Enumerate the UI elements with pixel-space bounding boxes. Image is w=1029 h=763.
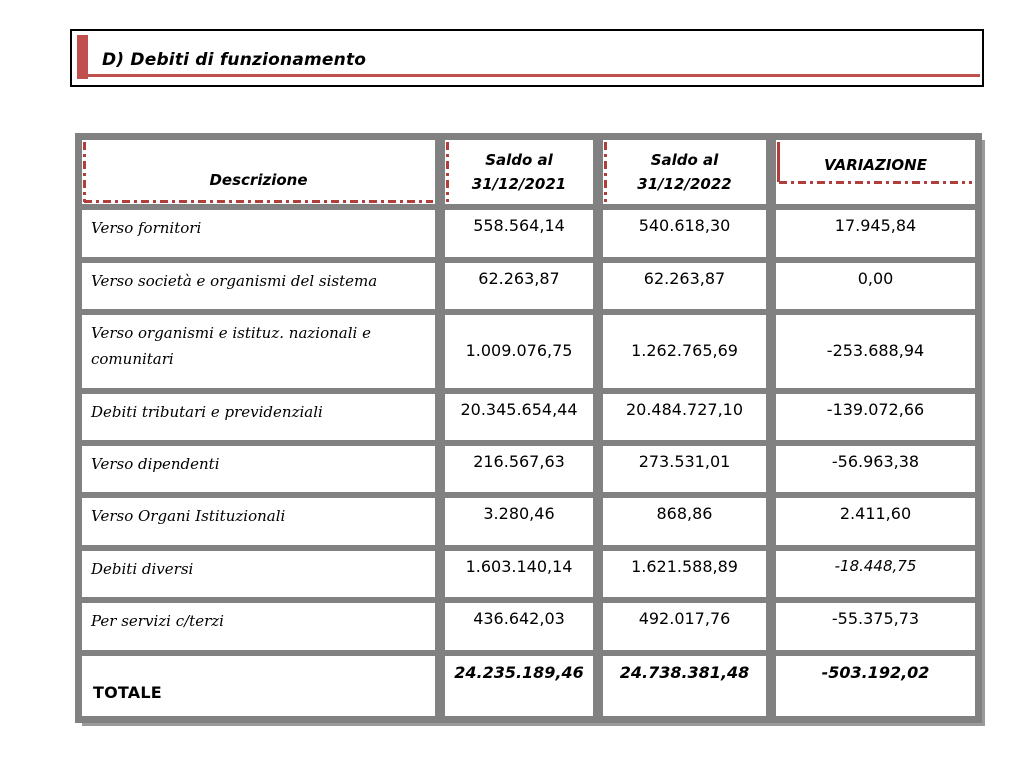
red-border xyxy=(777,142,780,182)
row-saldo-2021: 62.263,87 xyxy=(445,263,593,309)
row-saldo-2021: 436.642,03 xyxy=(445,603,593,650)
row-variazione: -18.448,75 xyxy=(776,551,975,597)
dashdot-border xyxy=(779,181,972,184)
debiti-table xyxy=(75,133,982,723)
column-header-saldo-2022 xyxy=(603,140,766,204)
row-saldo-2021: 20.345.654,44 xyxy=(445,394,593,440)
column-header-variazione xyxy=(776,140,975,204)
column-header-label: Descrizione xyxy=(209,171,308,189)
title-underline xyxy=(77,74,980,77)
row-variazione: -55.375,73 xyxy=(776,603,975,650)
dashdot-border xyxy=(604,142,607,202)
row-descrizione: Verso organismi e istituz. nazionali e comunitari xyxy=(82,315,435,388)
column-header-label: 31/12/2021 xyxy=(471,175,567,193)
column-header-saldo-2021 xyxy=(445,140,593,204)
row-saldo-2021: 1.603.140,14 xyxy=(445,551,593,597)
row-variazione: 17.945,84 xyxy=(776,210,975,257)
row-descrizione: Per servizi c/terzi xyxy=(82,603,435,650)
totale-label: TOTALE xyxy=(82,656,435,716)
row-saldo-2022: 1.262.765,69 xyxy=(603,315,766,388)
title-accent-bar xyxy=(77,35,88,79)
column-header-label: 31/12/2022 xyxy=(637,175,732,193)
row-variazione: 0,00 xyxy=(776,263,975,309)
dashdot-border xyxy=(446,142,449,202)
column-header-descrizione xyxy=(82,140,435,204)
dashdot-border xyxy=(83,142,86,202)
row-descrizione: Verso fornitori xyxy=(82,210,435,257)
column-header-label: VARIAZIONE xyxy=(824,156,927,174)
row-saldo-2021: 216.567,63 xyxy=(445,446,593,492)
totale-saldo-2021: 24.235.189,46 xyxy=(445,656,593,716)
row-saldo-2022: 492.017,76 xyxy=(603,603,766,650)
row-saldo-2022: 20.484.727,10 xyxy=(603,394,766,440)
row-saldo-2021: 1.009.076,75 xyxy=(445,315,593,388)
row-saldo-2022: 273.531,01 xyxy=(603,446,766,492)
column-header-label: Saldo al xyxy=(650,151,719,169)
row-descrizione: Verso società e organismi del sistema xyxy=(82,263,435,309)
row-descrizione: Debiti tributari e previdenziali xyxy=(82,394,435,440)
section-title: D) Debiti di funzionamento xyxy=(102,50,367,70)
totale-saldo-2022: 24.738.381,48 xyxy=(603,656,766,716)
row-descrizione: Verso Organi Istituzionali xyxy=(82,498,435,545)
row-descrizione: Debiti diversi xyxy=(82,551,435,597)
totale-variazione: -503.192,02 xyxy=(776,656,975,716)
row-saldo-2022: 868,86 xyxy=(603,498,766,545)
row-descrizione: Verso dipendenti xyxy=(82,446,435,492)
row-saldo-2022: 1.621.588,89 xyxy=(603,551,766,597)
row-saldo-2021: 558.564,14 xyxy=(445,210,593,257)
section-title-box xyxy=(70,29,984,87)
row-saldo-2021: 3.280,46 xyxy=(445,498,593,545)
row-variazione: -253.688,94 xyxy=(776,315,975,388)
row-variazione: -139.072,66 xyxy=(776,394,975,440)
column-header-label: Saldo al xyxy=(485,151,553,169)
row-saldo-2022: 62.263,87 xyxy=(603,263,766,309)
dashdot-border xyxy=(84,200,433,203)
row-variazione: 2.411,60 xyxy=(776,498,975,545)
row-saldo-2022: 540.618,30 xyxy=(603,210,766,257)
row-variazione: -56.963,38 xyxy=(776,446,975,492)
